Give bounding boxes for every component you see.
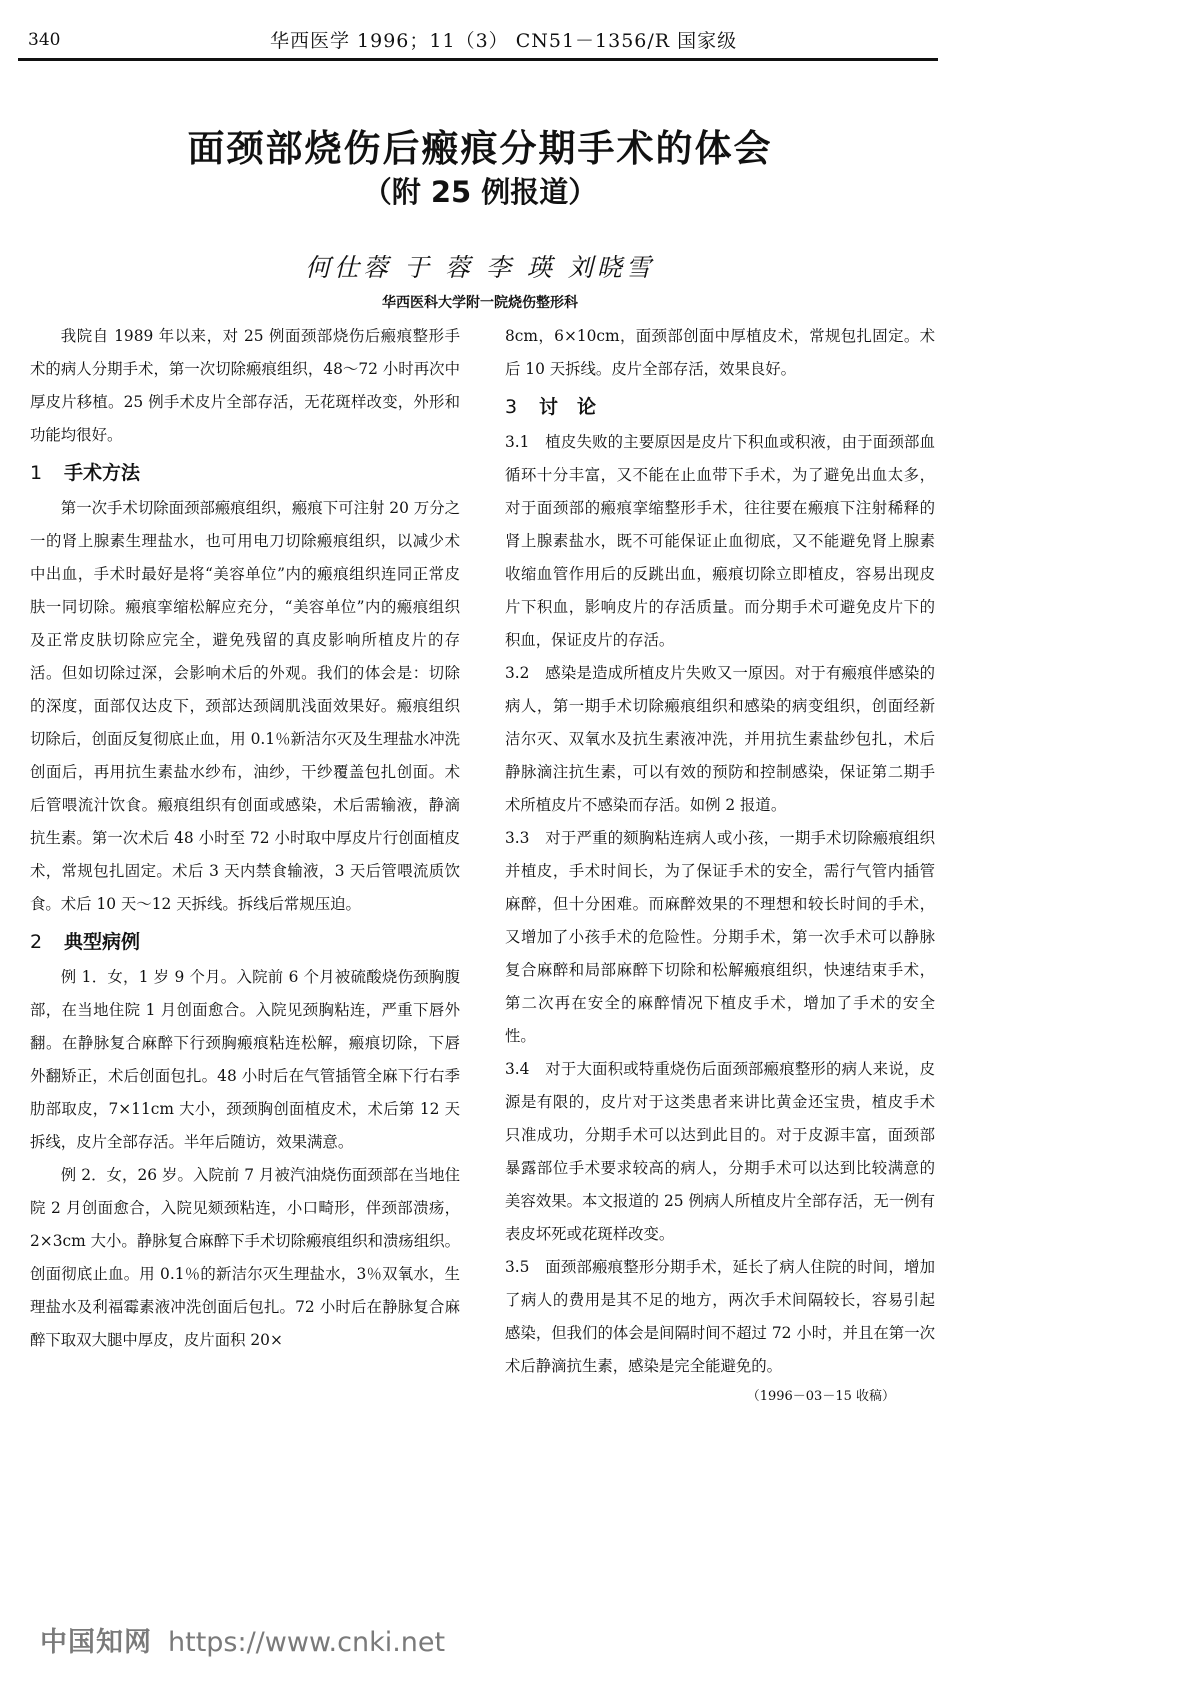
section-number: 1 (30, 462, 43, 484)
section-title: 讨 论 (539, 396, 597, 418)
left-column (30, 320, 460, 1357)
page-number: 340 (28, 30, 61, 50)
section-heading (30, 456, 460, 490)
discussion-paragraph: 3.1 植皮失败的主要原因是皮片下积血或积液，由于面颈部血循环十分丰富，又不能在止血带下手术，为了避免出血太多，对于面颈部的瘢痕挛缩整形手术，往往要在瘢痕下注射稀释的肾上腺素盐水，既不可能保证止血彻底，又不能避免肾上腺素收缩血管作用后的反跳出血，瘢痕切除立即植皮，容易出现皮片下积血，影响皮片的存活质量。而分期手术可避免皮片下的积血，保证皮片的存活。 (505, 433, 935, 649)
section-heading (505, 390, 935, 424)
section-title: 典型病例 (64, 931, 141, 953)
discussion-paragraph: 3.4 对于大面积或特重烧伤后面颈部瘢痕整形的病人来说，皮源是有限的，皮片对于这类患者来讲比黄金还宝贵，植皮手术只准成功，分期手术可以达到此目的。对于皮源丰富，面颈部暴露部位手术要求较高的病人，分期手术可以达到比较满意的美容效果。本文报道的 25 例病人所植皮片全部存活，无一例有表皮坏死或花斑样改变。 (505, 1060, 935, 1243)
cnki-logo: 中国知网 (40, 1627, 152, 1658)
case-paragraph-continued: 8cm，6×10cm，面颈部创面中厚植皮术，常规包扎固定。术后 10 天拆线。皮片全部存活，效果良好。 (505, 327, 935, 378)
discussion-paragraph: 3.3 对于严重的颏胸粘连病人或小孩，一期手术切除瘢痕组织并植皮，手术时间长，为了保证手术的安全，需行气管内插管麻醉，但十分困难。而麻醉效果的不理想和较长时间的手术，又增加了小孩手术的危险性。分期手术，第一次手术可以静脉复合麻醉和局部麻醉下切除和松解瘢痕组织，快速结束手术，第二次再在安全的麻醉情况下植皮手术，增加了手术的安全性。 (505, 829, 935, 1045)
article-title: 面颈部烧伤后瘢痕分期手术的体会 (187, 127, 773, 170)
case-paragraph: 例 2．女，26 岁。入院前 7 月被汽油烧伤面颈部在当地住院 2 月创面愈合，入院见颏颈粘连，小口畸形，伴颈部溃疡，2×3cm 大小。静脉复合麻醉下手术切除瘢痕组织和溃疡组织。创面彻底止血。用 0.1％的新洁尔灭生理盐水，3％双氧水，生理盐水及利福霉素液冲洗创面后包扎。72 小时后在静脉复合麻醉下取双大腿中厚皮，皮片面积 20× (30, 1166, 460, 1349)
intro-paragraph: 我院自 1989 年以来，对 25 例面颈部烧伤后瘢痕整形手术的病人分期手术，第一次切除瘢痕组织，48～72 小时再次中厚皮片移植。25 例手术皮片全部存活，无花斑样改变，外形和功能均很好。 (30, 327, 460, 444)
section-number: 3 (505, 396, 518, 418)
discussion-paragraph: 3.5 面颈部瘢痕整形分期手术，延长了病人住院的时间，增加了病人的费用是其不足的地方，两次手术间隔较长，容易引起感染，但我们的体会是间隔时间不超过 72 小时，并且在第一次术后静滴抗生素，感染是完全能避免的。 (505, 1258, 935, 1375)
received-date: （1996－03－15 收稿） (746, 1389, 895, 1404)
discussion-paragraph: 3.2 感染是造成所植皮片失败又一原因。对于有瘢痕伴感染的病人，第一期手术切除瘢痕组织和感染的病变组织，创面经新洁尔灭、双氧水及抗生素液冲洗，并用抗生素盐纱包扎，术后静脉滴注抗生素，可以有效的预防和控制感染，保证第二期手术所植皮片不感染而存活。如例 2 报道。 (505, 664, 935, 814)
cnki-watermark (40, 1620, 445, 1659)
section-title: 手术方法 (64, 462, 141, 484)
affiliation: 华西医科大学附一院烧伤整形科 (382, 295, 578, 311)
methods-paragraph: 第一次手术切除面颈部瘢痕组织，瘢痕下可注射 20 万分之一的肾上腺素生理盐水，也可用电刀切除瘢痕组织，以减少术中出血，手术时最好是将“美容单位”内的瘢痕组织连同正常皮肤一同切除。瘢痕挛缩松解应充分，“美容单位”内的瘢痕组织及正常皮肤切除应完全，避免残留的真皮影响所植皮片的存活。但如切除过深，会影响术后的外观。我们的体会是：切除的深度，面部仅达皮下，颈部达颈阔肌浅面效果好。瘢痕组织切除后，创面反复彻底止血，用 0.1％新洁尔灭及生理盐水冲洗创面后，再用抗生素盐水纱布，油纱，干纱覆盖包扎创面。术后管喂流汁饮食。瘢痕组织有创面或感染，术后需输液，静滴抗生素。第一次术后 48 小时至 72 小时取中厚皮片行创面植皮术，常规包扎固定。术后 3 天内禁食输液，3 天后管喂流质饮食。术后 10 天～12 天拆线。拆线后常规压迫。 (30, 499, 460, 913)
right-column (505, 320, 935, 1411)
section-number: 2 (30, 931, 43, 953)
journal-header: 华西医学 1996；11（3） CN51－1356/R 国家级 (270, 30, 738, 52)
authors: 何仕蓉 于 蓉 李 瑛 刘晓雪 (305, 253, 655, 282)
case-paragraph: 例 1．女，1 岁 9 个月。入院前 6 个月被硫酸烧伤颈胸腹部，在当地住院 1 月创面愈合。入院见颈胸粘连，严重下唇外翻。在静脉复合麻醉下行颈胸瘢痕粘连松解，瘢痕切除，下唇外翻矫正，术后创面包扎。48 小时后在气管插管全麻下行右季肋部取皮，7×11cm 大小，颈颈胸创面植皮术，术后第 12 天拆线，皮片全部存活。半年后随访，效果满意。 (30, 968, 460, 1151)
section-heading (30, 925, 460, 959)
header-rule (18, 58, 938, 61)
article-subtitle: （附 25 例报道） (362, 175, 598, 209)
cnki-url: https://www.cnki.net (168, 1627, 446, 1658)
